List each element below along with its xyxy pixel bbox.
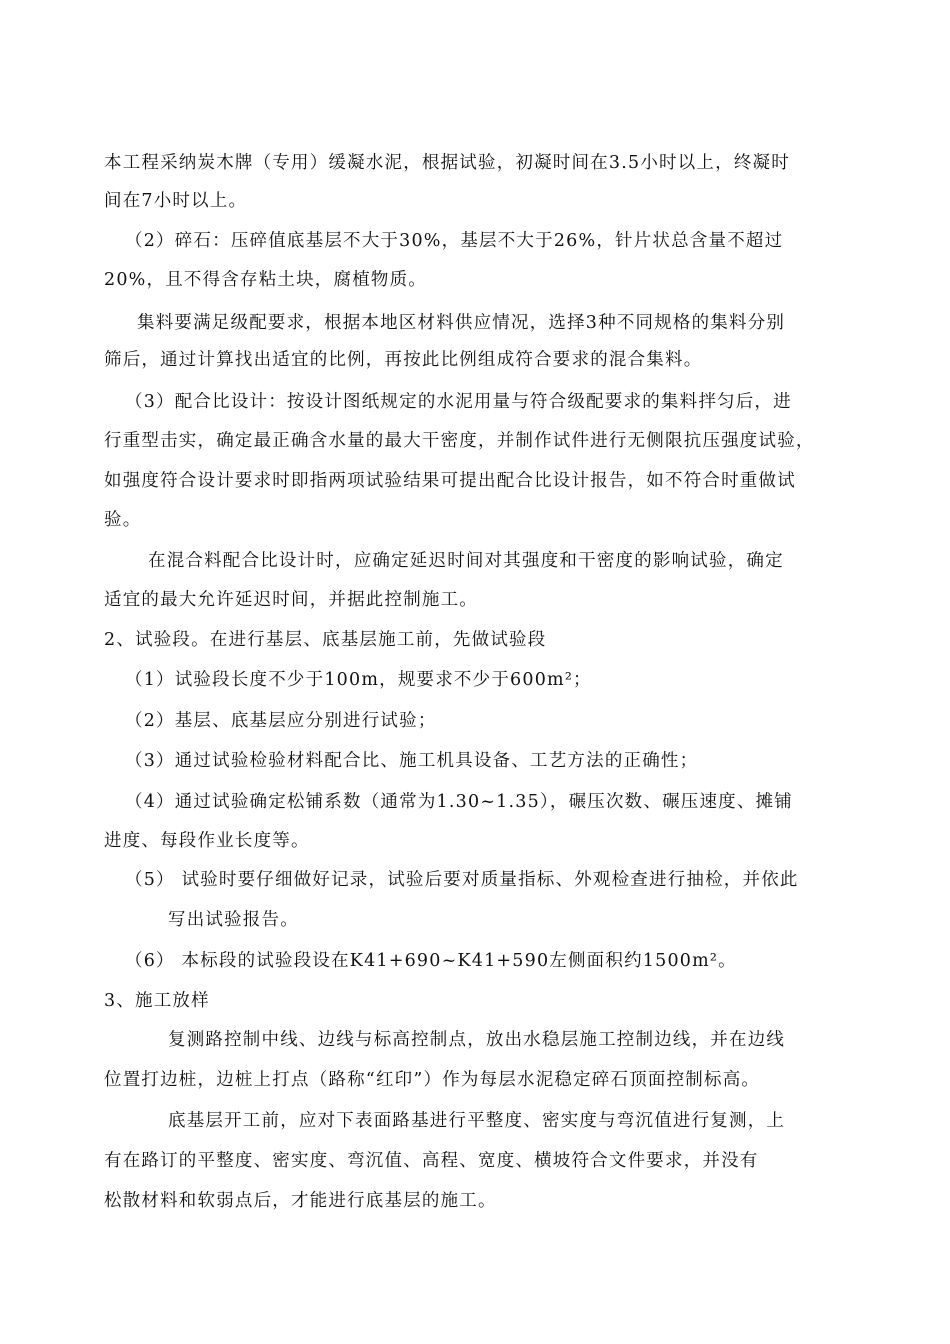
text-line: （3）配合比设计：按设计图纸规定的水泥用量与符合级配要求的集料拌匀后，进: [125, 392, 792, 412]
text-line: （2）基层、底基层应分别进行试验；: [125, 711, 437, 731]
text-line: 验。: [104, 510, 142, 530]
text-line: 集料要满足级配要求，根据本地区材料供应情况，选择3种不同规格的集料分别: [137, 313, 786, 333]
text-line: 位置打边桩，边桩上打点（路称“红印”）作为每层水泥稳定碎石顶面控制标高。: [104, 1070, 761, 1090]
text-line: 适宜的最大允许延迟时间，并据此控制施工。: [104, 590, 478, 610]
text-line: 松散材料和软弱点后，才能进行底基层的施工。: [104, 1191, 497, 1211]
text-line: （3）通过试验检验材料配合比、施工机具设备、工艺方法的正确性；: [125, 751, 699, 771]
section-heading: 3、施工放样: [104, 991, 210, 1011]
text-line: 本工程采纳炭木牌（专用）缓凝水泥，根据试验，初凝时间在3.5小时以上，终凝时: [104, 153, 790, 173]
text-line: 写出试验报告。: [168, 910, 299, 930]
text-line: （2）碎石：压碎值底基层不大于30%，基层不大于26%，针片状总含量不超过: [125, 231, 784, 251]
text-line: 进度、每段作业长度等。: [104, 831, 310, 851]
section-heading: 2、试验段。在进行基层、底基层施工前，先做试验段: [104, 630, 547, 650]
text-line: （6） 本标段的试验段设在K41+690~K41+590左侧面积约1500m²。: [125, 951, 737, 971]
text-line: 间在7小时以上。: [104, 191, 248, 211]
text-line: （4）通过试验确定松铺系数（通常为1.30~1.35），碾压次数、碾压速度、摊铺: [125, 792, 793, 812]
text-line: 筛后，通过计算找出适宜的比例，再按此比例组成符合要求的混合集料。: [104, 350, 703, 370]
text-line: 在混合料配合比设计时，应确定延迟时间对其强度和干密度的影响试验，确定: [148, 551, 784, 571]
text-line: 有在路订的平整度、密实度、弯沉值、高程、宽度、横坡符合文件要求，并没有: [104, 1151, 759, 1171]
text-line: 行重型击实，确定最正确含水量的最大干密度，并制作试件进行无侧限抗压强度试验，: [104, 431, 815, 451]
text-line: 20%，且不得含存粘土块，腐植物质。: [104, 270, 427, 290]
text-line: 如强度符合设计要求时即指两项试验结果可提出配合比设计报告，如不符合时重做试: [104, 471, 796, 491]
text-line: 复测路控制中线、边线与标高控制点，放出水稳层施工控制边线，并在边线: [168, 1030, 786, 1050]
text-line: （5） 试验时要仔细做好记录，试验后要对质量指标、外观检查进行抽检，并依此: [125, 870, 799, 890]
text-line: 底基层开工前，应对下表面路基进行平整度、密实度与弯沉值进行复测，上: [168, 1111, 786, 1131]
text-line: （1）试验段长度不少于100m，规要求不少于600m²；: [125, 670, 592, 690]
